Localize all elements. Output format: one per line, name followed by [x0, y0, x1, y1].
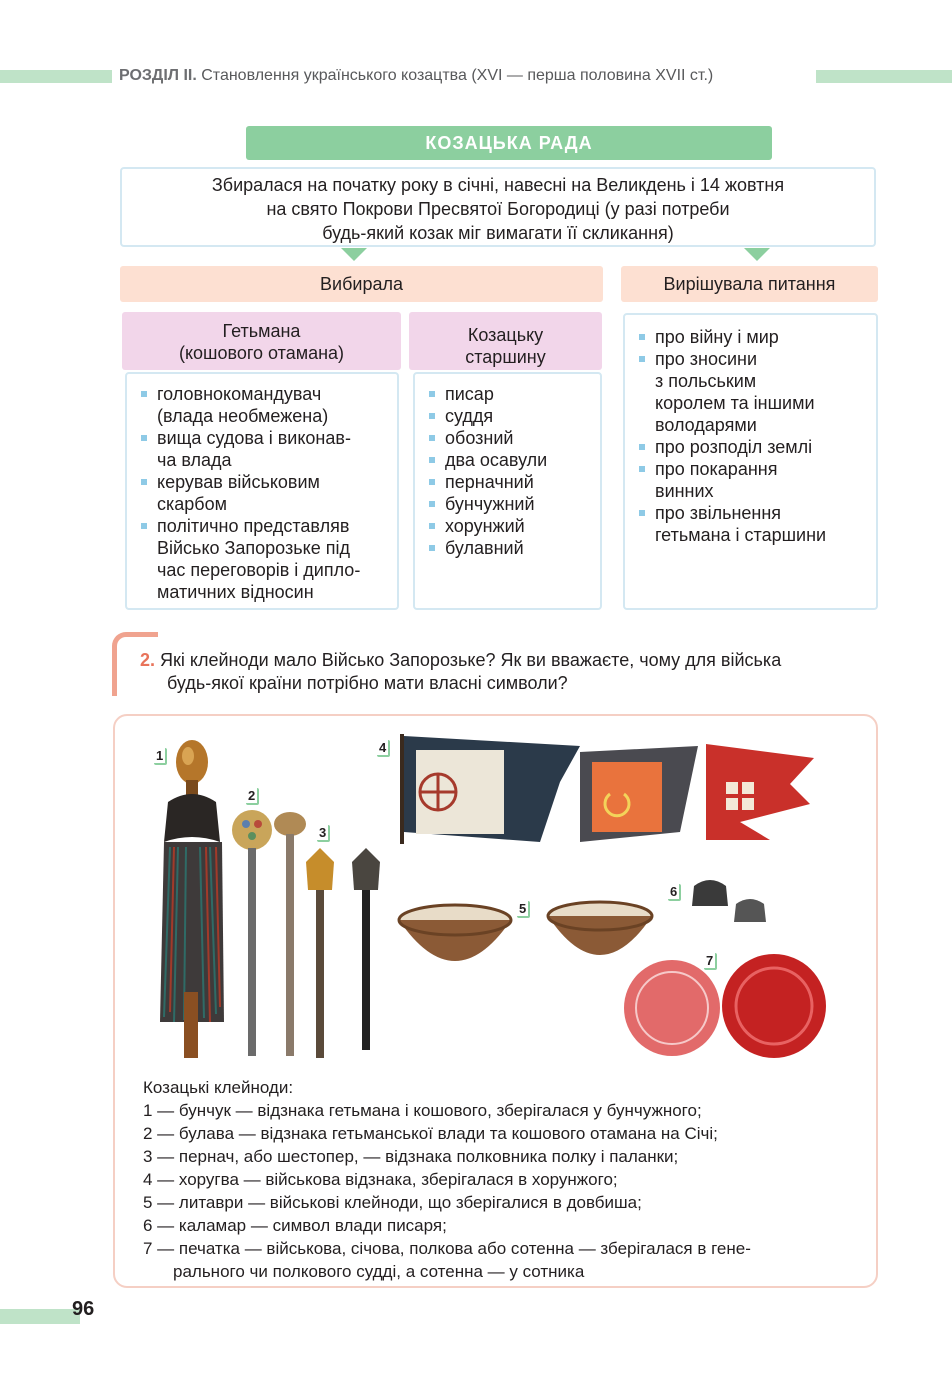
question-number: 2. [140, 650, 156, 670]
page-number: 96 [72, 1298, 95, 1320]
header-bar-left [0, 70, 112, 83]
caption-line: 3 — пернач, або шестопер, — відзнака полковника полку і паланки; [143, 1147, 679, 1166]
list-item: про звільнення гетьмана і старшини [625, 502, 876, 546]
hetman-header [122, 312, 401, 370]
figure-label: 7 [704, 953, 717, 970]
running-header [119, 67, 713, 85]
caption-line: 1 — бунчук — відзнака гетьмана і кошового, зберігалася у бунчужного; [143, 1101, 702, 1120]
figure-label: 4 [377, 740, 390, 757]
section-title: Становлення українського козацтва (XVI — перша половина XVII ст.) [201, 67, 714, 84]
list-item: про війну і мир [625, 326, 876, 348]
scheme-title: КОЗАЦЬКА РАДА [246, 126, 772, 160]
caption-line: 2 — булава — відзнака гетьманської влади та кошового отамана на Січі; [143, 1124, 718, 1143]
elected-header: Вибирала [120, 266, 603, 302]
figure-label: 1 [154, 748, 167, 765]
description-line: Збиралася на початку року в січні, навесні на Великдень і 14 жовтня [211, 175, 785, 195]
banner-image [400, 734, 814, 844]
list-item: перначний [415, 471, 600, 493]
caption-line: 4 — хоругва — військова відзнака, зберігалася в хорунжого; [143, 1170, 618, 1189]
pernach-image [306, 848, 380, 1058]
caption-line: 6 — каламар — символ влади писаря; [143, 1216, 447, 1235]
section-label: РОЗДІЛ II. [119, 67, 197, 84]
decided-header: Вирішувала питання [621, 266, 878, 302]
list-item: два осавули [415, 449, 600, 471]
caption-line: рального чи полкового судді, а сотенна — у сотника [173, 1262, 585, 1281]
list-item: хорунжий [415, 515, 600, 537]
hetman-title: Гетьмана [222, 321, 301, 341]
list-item: про розподіл землі [625, 436, 876, 458]
starshyna-title: Козацьку [467, 325, 544, 345]
regalia-illustration [120, 722, 870, 1067]
hetman-powers [125, 372, 399, 610]
starshyna-subtitle: старшину [465, 347, 546, 367]
list-item: писар [415, 383, 600, 405]
bulava-image [232, 810, 306, 1056]
description-line: будь-який козак міг вимагати її скликання) [322, 223, 674, 243]
figure-label: 3 [317, 825, 330, 842]
list-item: суддя [415, 405, 600, 427]
starshyna-list [413, 372, 602, 610]
figure-label: 5 [517, 901, 530, 918]
arrow-down-icon [341, 248, 367, 261]
inkwell-image [692, 880, 766, 922]
figure-label: 6 [668, 884, 681, 901]
hetman-subtitle: (кошового отамана) [178, 343, 345, 363]
caption-line: 5 — литаври — військові клейноди, що зберігалися в довбиша; [143, 1193, 642, 1212]
list-item: обозний [415, 427, 600, 449]
list-item: бунчужний [415, 493, 600, 515]
list-item: вища судова і виконав- ча влада [127, 427, 397, 471]
council-description [120, 167, 876, 247]
arrow-down-icon [744, 248, 770, 261]
seal-image [624, 954, 826, 1058]
list-item: про зносини з польським королем та іншими володарями [625, 348, 876, 436]
bunchuk-image [160, 740, 224, 1058]
council-questions [623, 313, 878, 610]
list-item: про покарання винних [625, 458, 876, 502]
question-2: 2. Які клейноди мало Військо Запорозьке? Як ви вважаєте, чому для війська будь-якої країни потрібно мати власні символи? [140, 650, 782, 693]
header-bar-right [816, 70, 952, 83]
caption-line: 7 — печатка — військова, січова, полкова або сотенна — зберігалася в гене- [143, 1239, 751, 1258]
description-line: на свято Покрови Пресвятої Богородиці (у разі потреби [266, 199, 730, 219]
figure-label: 2 [246, 788, 259, 805]
list-item: керував військовим скарбом [127, 471, 397, 515]
starshyna-header [409, 312, 602, 370]
figure-caption [143, 1076, 863, 1283]
caption-title: Козацькі клейноди: [143, 1078, 294, 1097]
page-number-bar [0, 1309, 80, 1324]
list-item: політично представляв Військо Запорозьке під час переговорів і дипло- матичних відносин [127, 515, 397, 603]
list-item: головнокомандувач (влада необмежена) [127, 383, 397, 427]
list-item: булавний [415, 537, 600, 559]
